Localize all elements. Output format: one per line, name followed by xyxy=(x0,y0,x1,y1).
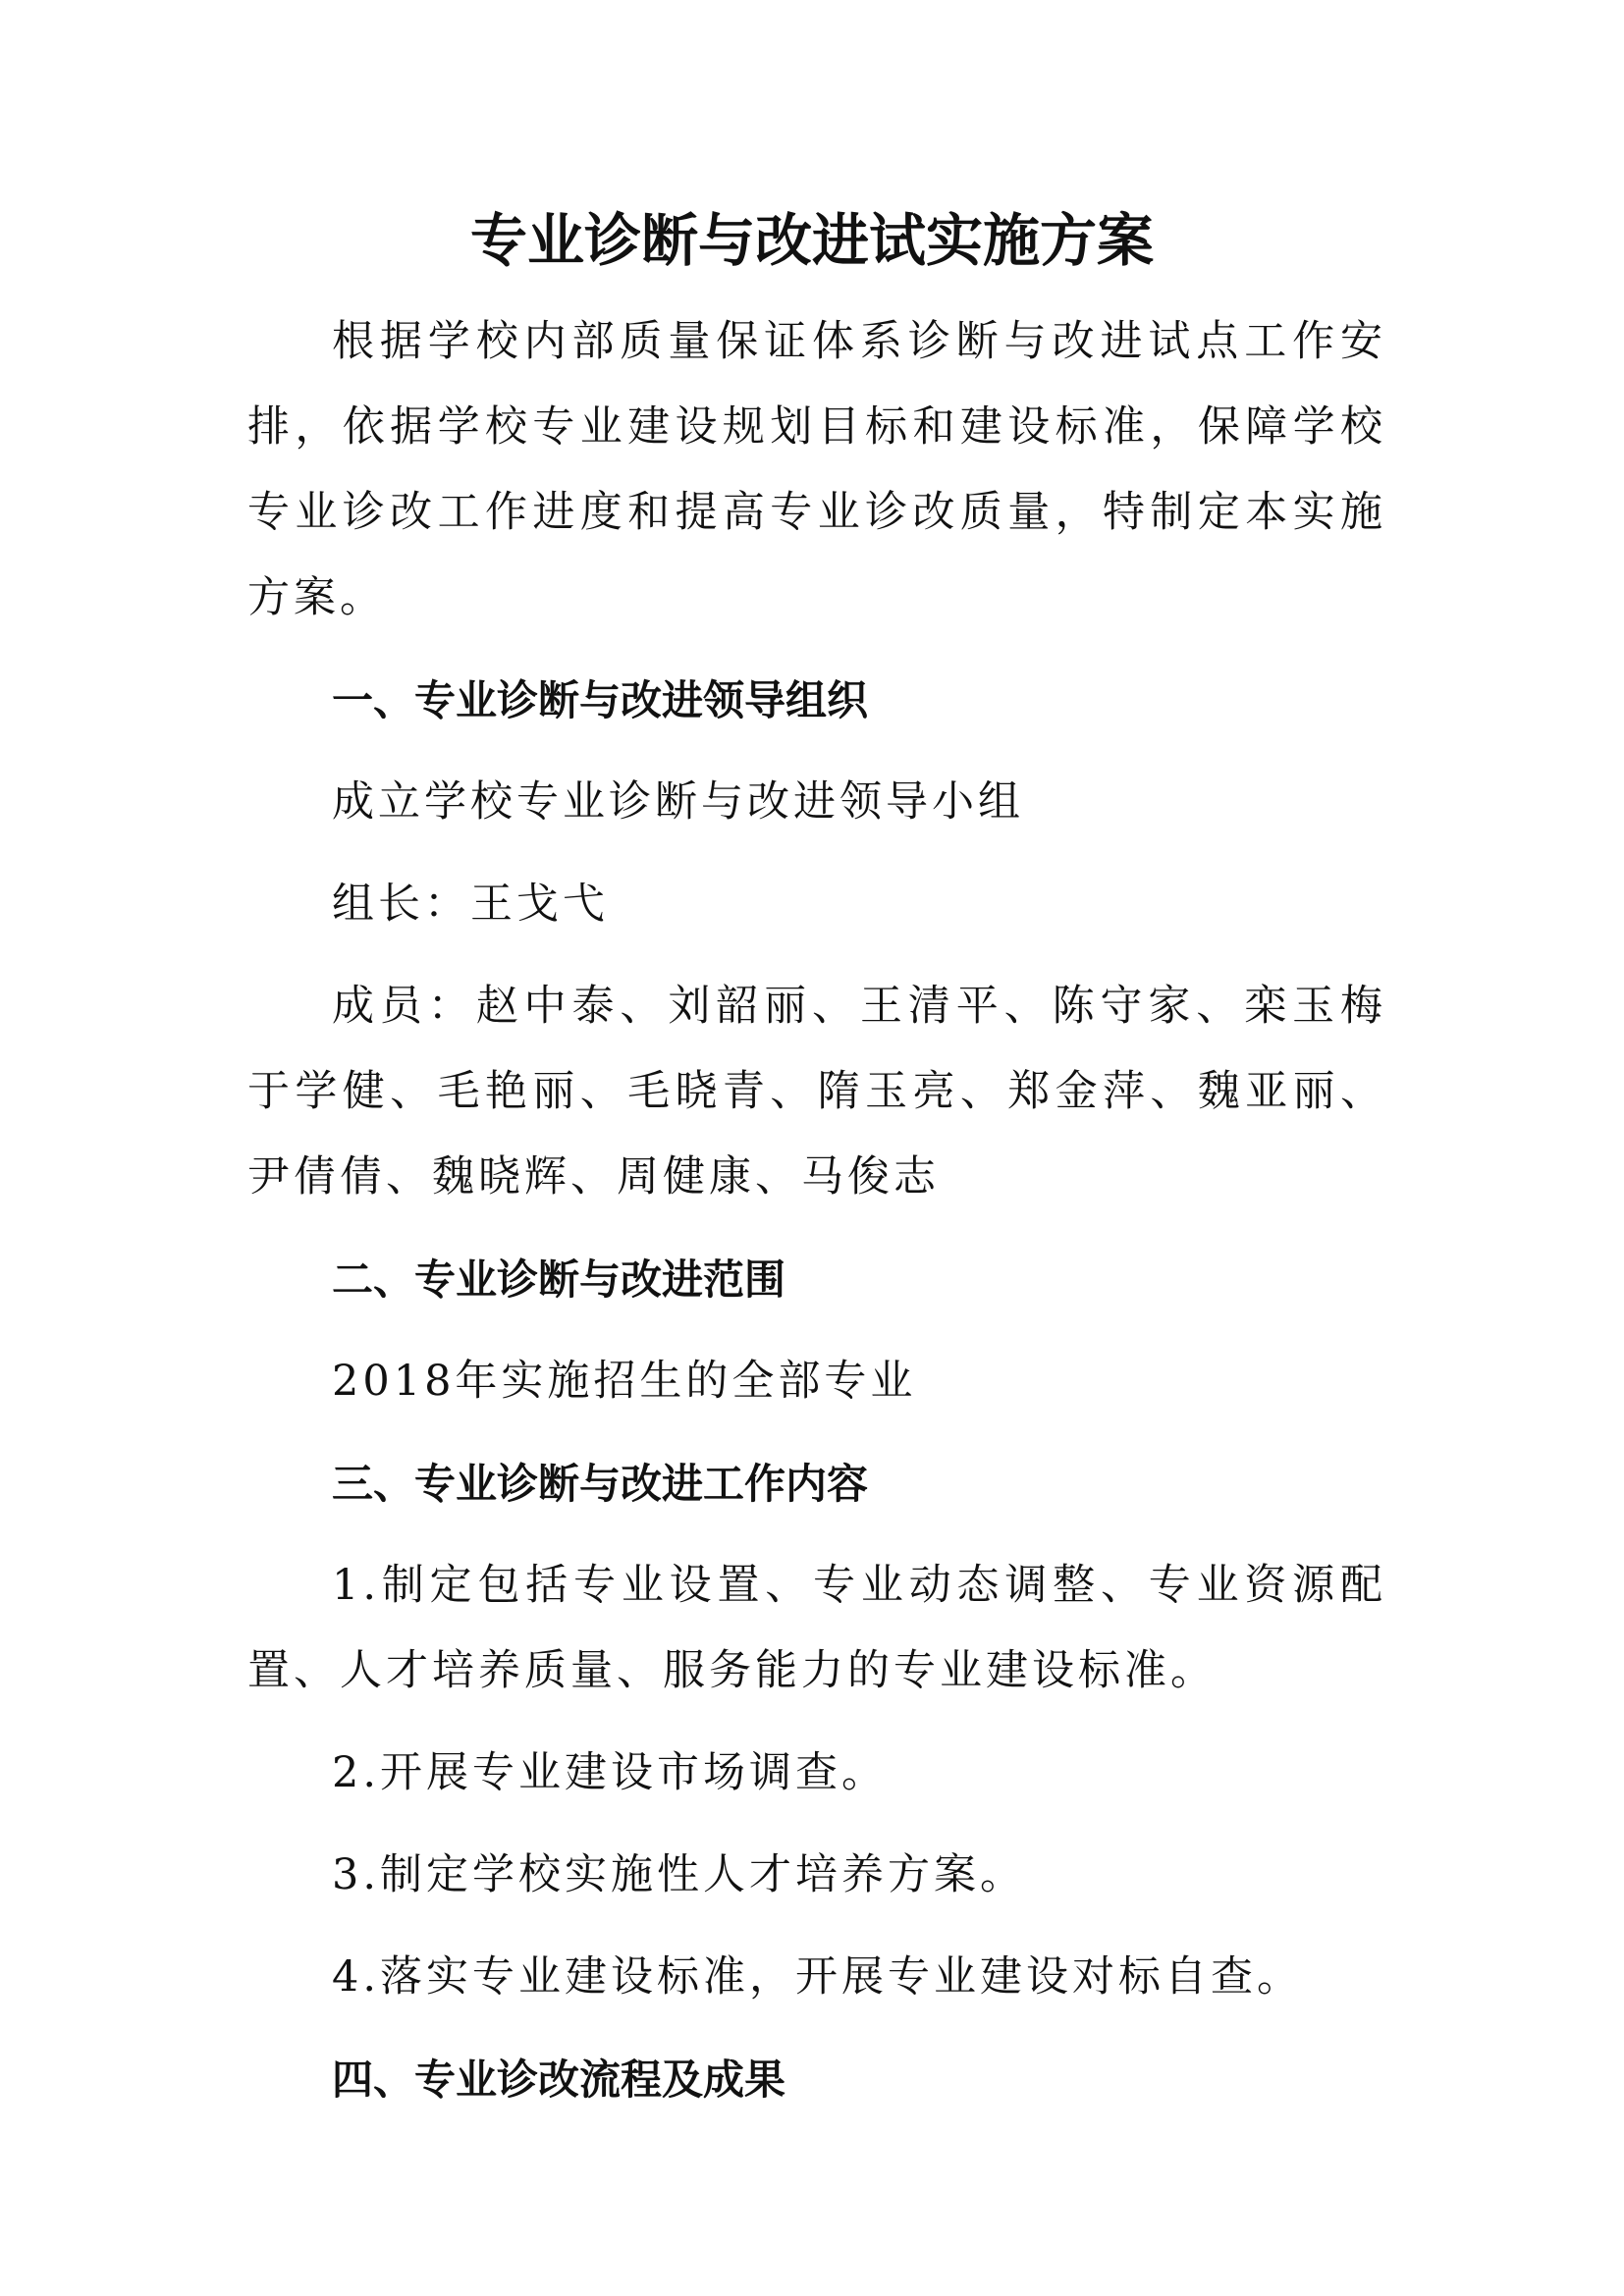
section-2-heading: 二、专业诊断与改进范围 xyxy=(332,1255,786,1304)
document-title: 专业诊断与改进试实施方案 xyxy=(469,207,1154,274)
work-item-4: 4.落实专业建设标准，开展专业建设对标自查。 xyxy=(332,1952,1304,2002)
work-item-1: 1.制定包括专业设置、专业动态调整、专业资源配置、人才培养质量、服务能力的专业建设标准。 xyxy=(247,1561,1386,1695)
leadership-group-text: 成立学校专业诊断与改进领导小组 xyxy=(332,777,1024,827)
intro-paragraph: 根据学校内部质量保证体系诊断与改进试点工作安排，依据学校专业建设规划目标和建设标准，保障学校专业诊改工作进度和提高专业诊改质量，特制定本实施方案。 xyxy=(247,317,1386,622)
section-3-heading: 三、专业诊断与改进工作内容 xyxy=(332,1460,869,1508)
group-leader-text: 组长：王戈弋 xyxy=(332,880,609,929)
section-1-heading: 一、专业诊断与改进领导组织 xyxy=(332,676,869,724)
scope-text: 2018年实施招生的全部专业 xyxy=(332,1357,917,1406)
section-4-heading: 四、专业诊改流程及成果 xyxy=(332,2056,786,2104)
group-members-text: 成员：赵中泰、刘韶丽、王清平、陈守家、栾玉梅于学健、毛艳丽、毛晓青、隋玉亮、郑金萍、魏亚丽、尹倩倩、魏晓辉、周健康、马俊志 xyxy=(247,982,1386,1201)
work-item-3: 3.制定学校实施性人才培养方案。 xyxy=(332,1850,1027,1899)
document-body xyxy=(247,299,1386,2139)
work-item-2: 2.开展专业建设市场调查。 xyxy=(332,1748,889,1797)
